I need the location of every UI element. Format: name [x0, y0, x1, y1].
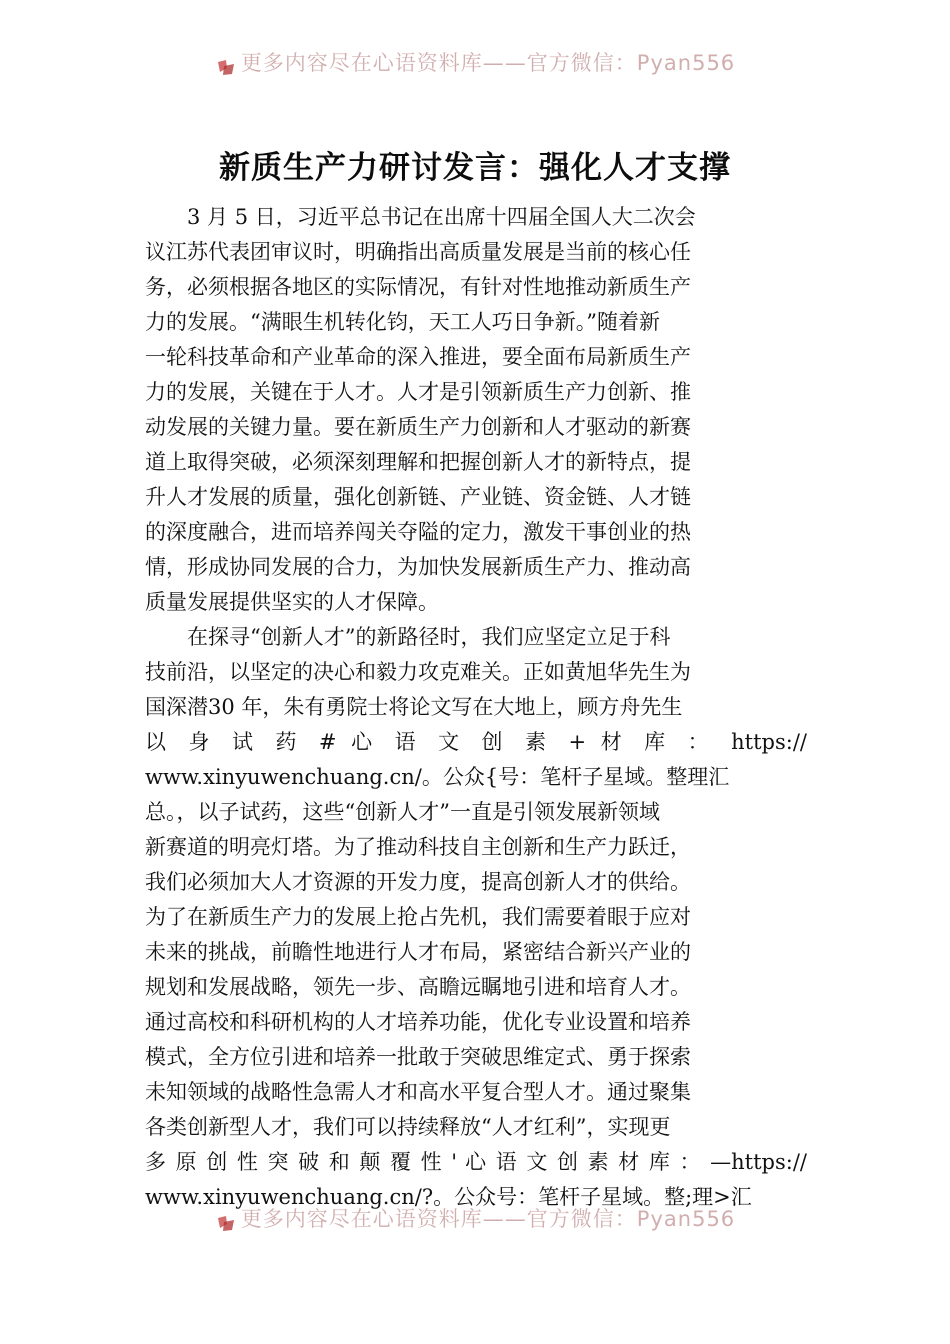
- text-line: 我们必须加大人才资源的开发力度，提高创新人才的供给。: [145, 870, 691, 894]
- footer-banner: [0, 1208, 950, 1238]
- text-line: 各类创新型人才，我们可以持续释放“人才红利”，实现更: [145, 1115, 671, 1139]
- text-line: 升人才发展的质量，强化创新链、产业链、资金链、人才链: [145, 485, 691, 509]
- brand-logo-icon: [215, 56, 237, 78]
- text-line: www.xinyuwenchuang.cn/?。公众号：笔杆子星域。整;理>汇: [145, 1185, 752, 1209]
- text-line: 道上取得突破，必须深刻理解和把握创新人才的新特点，提: [145, 450, 691, 474]
- text-line: 以 身 试 药 # 心 语 文 创 素 + 材 库 ： https://: [145, 730, 807, 754]
- text-line: 在探寻“创新人才”的新路径时，我们应坚定立足于科: [145, 625, 671, 649]
- text-line: 力的发展。“满眼生机转化钧，天工人巧日争新。”随着新: [145, 310, 660, 334]
- text-line: 总。，以子试药，这些“创新人才”一直是引领发展新领域: [145, 800, 660, 824]
- text-line: 质量发展提供坚实的人才保障。: [145, 590, 439, 614]
- text-line: 动发展的关键力量。要在新质生产力创新和人才驱动的新赛: [145, 415, 691, 439]
- page-title: 新质生产力研讨发言：强化人才支撑: [219, 150, 731, 186]
- text-line: 为了在新质生产力的发展上抢占先机，我们需要着眼于应对: [145, 905, 691, 929]
- text-line: www.xinyuwenchuang.cn/。公众{号：笔杆子星域。整理汇: [145, 765, 730, 789]
- text-line: 未知领域的战略性急需人才和高水平复合型人才。通过聚集: [145, 1080, 691, 1104]
- text-line: 的深度融合，进而培养闯关夺隘的定力，激发干事创业的热: [145, 520, 691, 544]
- banner-text: 更多内容尽在心语资料库——官方微信：Pyan556: [240, 1208, 736, 1231]
- text-line: 3 月 5 日，习近平总书记在出席十四届全国人大二次会: [145, 205, 696, 229]
- brand-logo-icon: [215, 1212, 237, 1234]
- text-line: 力的发展，关键在于人才。人才是引领新质生产力创新、推: [145, 380, 691, 404]
- text-line: 模式，全方位引进和培养一批敢于突破思维定式、勇于探索: [145, 1045, 691, 1069]
- text-line: 一轮科技革命和产业革命的深入推进，要全面布局新质生产: [145, 345, 691, 369]
- text-line: 新赛道的明亮灯塔。为了推动科技自主创新和生产力跃迁，: [145, 835, 691, 859]
- text-line: 议江苏代表团审议时，明确指出高质量发展是当前的核心任: [145, 240, 691, 264]
- text-line: 多 原 创 性 突 破 和 颠 覆 性 ' 心 语 文 创 素 材 库 ： —https://: [145, 1150, 807, 1174]
- article-body: [145, 200, 807, 1215]
- text-line: 通过高校和科研机构的人才培养功能，优化专业设置和培养: [145, 1010, 691, 1034]
- text-line: 技前沿，以坚定的决心和毅力攻克难关。正如黄旭华先生为: [145, 660, 691, 684]
- text-line: 规划和发展战略，领先一步、高瞻远瞩地引进和培育人才。: [145, 975, 691, 999]
- text-line: 未来的挑战，前瞻性地进行人才布局，紧密结合新兴产业的: [145, 940, 691, 964]
- banner-text: 更多内容尽在心语资料库——官方微信：Pyan556: [240, 52, 736, 75]
- text-line: 情，形成协同发展的合力，为加快发展新质生产力、推动高: [145, 555, 691, 579]
- text-line: 务，必须根据各地区的实际情况，有针对性地推动新质生产: [145, 275, 691, 299]
- header-banner: [0, 52, 950, 82]
- text-line: 国深潜30 年，朱有勇院士将论文写在大地上，顾方舟先生: [145, 695, 683, 719]
